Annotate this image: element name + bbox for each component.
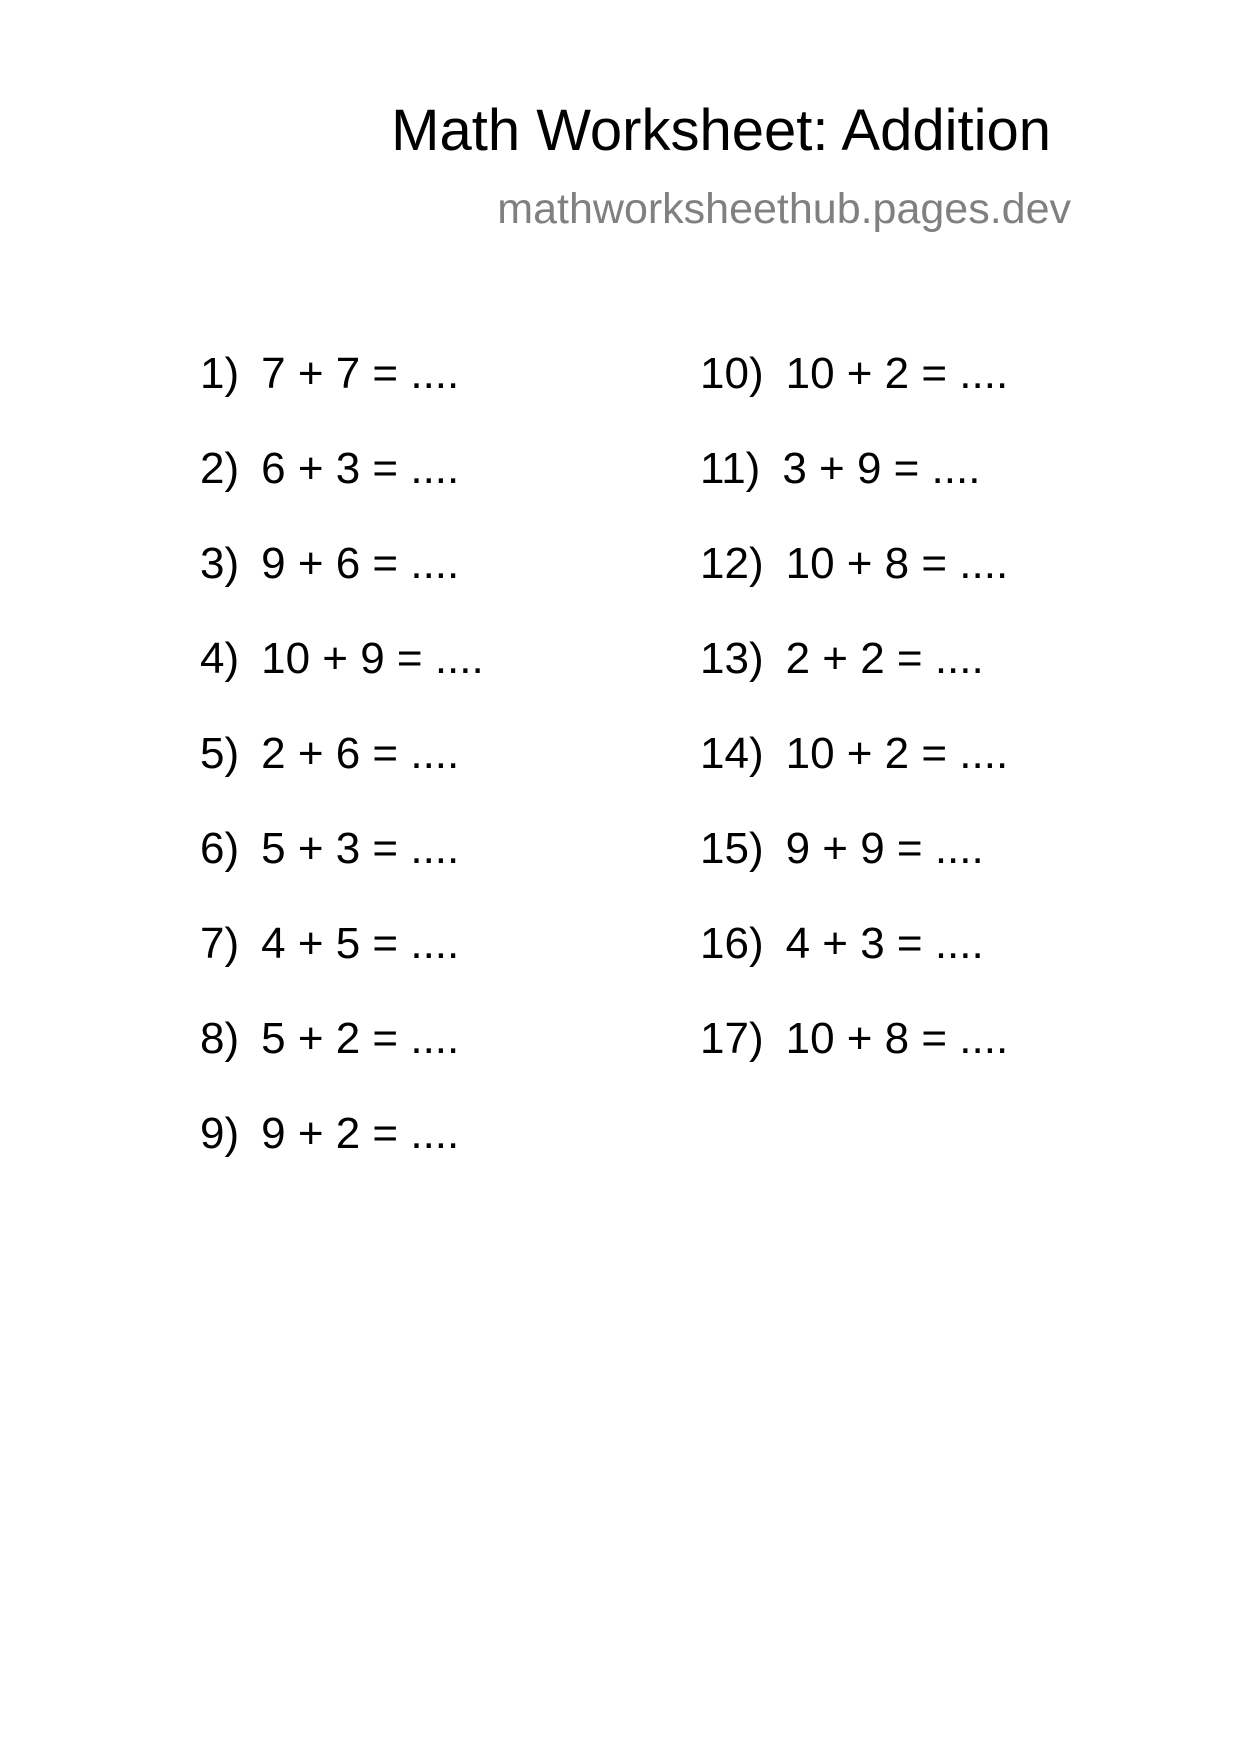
problem-column-right xyxy=(700,348,1008,1108)
problem-expression: 5 + 2 = .... xyxy=(261,1014,460,1063)
problem-expression: 10 + 2 = .... xyxy=(785,349,1009,398)
problem-number: 15) xyxy=(700,824,764,873)
problem-number: 1) xyxy=(200,349,240,398)
problem-expression: 7 + 7 = .... xyxy=(261,349,460,398)
problem-item xyxy=(700,918,1008,1013)
problem-expression: 9 + 2 = .... xyxy=(261,1109,460,1158)
problem-item xyxy=(200,728,484,823)
problem-item xyxy=(200,348,484,443)
problem-number: 9) xyxy=(200,1109,240,1158)
problem-expression: 2 + 2 = .... xyxy=(785,634,984,683)
problem-item xyxy=(700,348,1008,443)
problem-expression: 10 + 9 = .... xyxy=(261,634,484,683)
problem-item xyxy=(200,443,484,538)
problem-item xyxy=(200,538,484,633)
problem-number: 5) xyxy=(200,729,240,778)
problem-expression: 10 + 8 = .... xyxy=(785,1014,1009,1063)
problem-number: 13) xyxy=(700,634,764,683)
problem-number: 2) xyxy=(200,444,240,493)
problem-number: 16) xyxy=(700,919,764,968)
problem-item xyxy=(700,538,1008,633)
problem-number: 10) xyxy=(700,349,764,398)
problem-number: 8) xyxy=(200,1014,240,1063)
problem-item xyxy=(700,1013,1008,1108)
problem-item xyxy=(700,633,1008,728)
worksheet-header xyxy=(0,96,1240,246)
problem-expression: 10 + 8 = .... xyxy=(785,539,1009,588)
problem-number: 11) xyxy=(700,444,761,493)
problem-number: 17) xyxy=(700,1014,764,1063)
problem-expression: 4 + 3 = .... xyxy=(785,919,984,968)
problem-expression: 9 + 9 = .... xyxy=(785,824,984,873)
problem-expression: 6 + 3 = .... xyxy=(261,444,460,493)
problem-item xyxy=(200,633,484,728)
problem-number: 12) xyxy=(700,539,764,588)
problem-number: 7) xyxy=(200,919,240,968)
problem-number: 14) xyxy=(700,729,764,778)
problem-expression: 5 + 3 = .... xyxy=(261,824,460,873)
problem-expression: 9 + 6 = .... xyxy=(261,539,460,588)
problem-item xyxy=(200,918,484,1013)
problem-expression: 3 + 9 = .... xyxy=(782,444,981,493)
problem-item xyxy=(700,823,1008,918)
page-title: Math Worksheet: Addition xyxy=(391,98,1051,163)
problem-number: 4) xyxy=(200,634,240,683)
problem-item xyxy=(200,1013,484,1108)
problem-expression: 2 + 6 = .... xyxy=(261,729,460,778)
site-url: mathworksheethub.pages.dev xyxy=(497,185,1071,233)
problem-item xyxy=(200,823,484,918)
problem-item xyxy=(700,728,1008,823)
problem-number: 3) xyxy=(200,539,240,588)
problem-item xyxy=(700,443,1008,538)
problem-expression: 10 + 2 = .... xyxy=(785,729,1009,778)
problem-item xyxy=(200,1108,484,1203)
problem-number: 6) xyxy=(200,824,240,873)
problem-expression: 4 + 5 = .... xyxy=(261,919,460,968)
problem-column-left xyxy=(200,348,484,1203)
